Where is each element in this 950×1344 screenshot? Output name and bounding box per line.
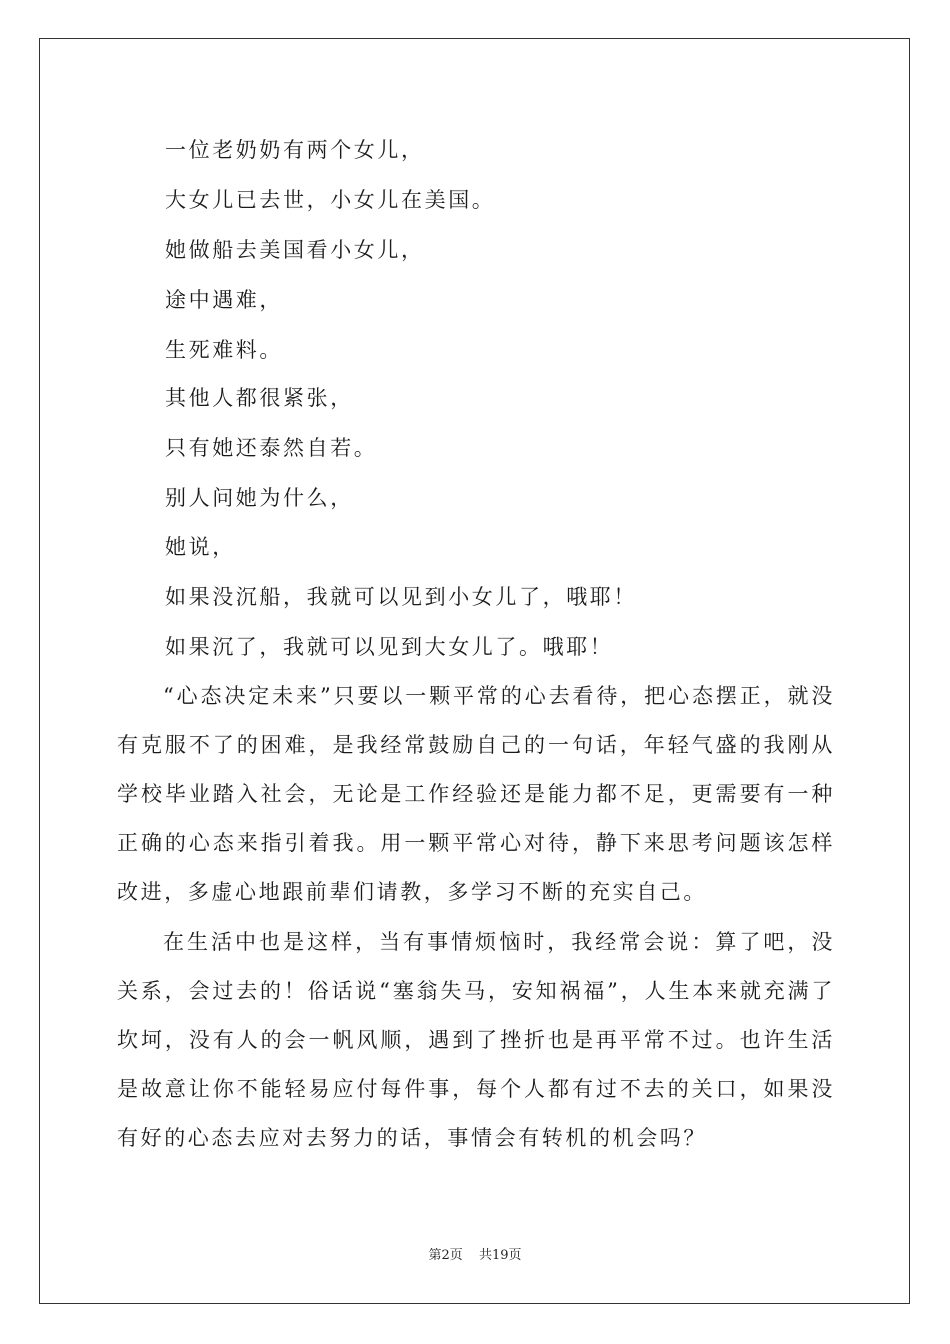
poem-line: 如果沉了，我就可以见到大女儿了。哦耶！ <box>165 635 614 659</box>
poem-line: 生死难料。 <box>165 338 283 362</box>
poem-line: 她做船去美国看小女儿， <box>165 238 425 262</box>
poem-line: 只有她还泰然自若。 <box>165 436 378 460</box>
page-total: 共19页 <box>478 1248 522 1263</box>
body-paragraph: 在生活中也是这样，当有事情烦恼时，我经常会说：算了吧，没关系，会过去的！俗话说“塞翁失马，安知祸福”，人生本来就充满了坎坷，没有人的会一帆风顺，遇到了挫折也是再平常不过。也许生活是故意让你不能轻易应付每件事，每个人都有过不去的关口，如果没有好的心态去应对去努力的话，事情会有转机的机会吗？ <box>117 930 835 1150</box>
poem-line: 别人问她为什么， <box>165 486 354 510</box>
body-paragraph: “心态决定未来”只要以一颗平常的心去看待，把心态摆正，就没有克服不了的困难，是我经常鼓励自己的一句话，年轻气盛的我刚从学校毕业踏入社会，无论是工作经验还是能力都不足，更需要有一种正确的心态来指引着我。用一颗平常心对待，静下来思考问题该怎样改进，多虚心地跟前辈们请教，多学习不断的充实自己。 <box>117 684 835 904</box>
poem-line: 大女儿已去世，小女儿在美国。 <box>165 188 496 212</box>
page-number: 第2页 <box>428 1248 463 1263</box>
poem-line: 她说， <box>165 535 236 559</box>
poem-line: 途中遇难， <box>165 288 283 312</box>
poem-line: 其他人都很紧张， <box>165 386 354 410</box>
poem-line: 一位老奶奶有两个女儿， <box>165 138 425 162</box>
page-footer <box>0 1247 950 1265</box>
poem-line: 如果没沉船，我就可以见到小女儿了，哦耶！ <box>165 585 637 609</box>
